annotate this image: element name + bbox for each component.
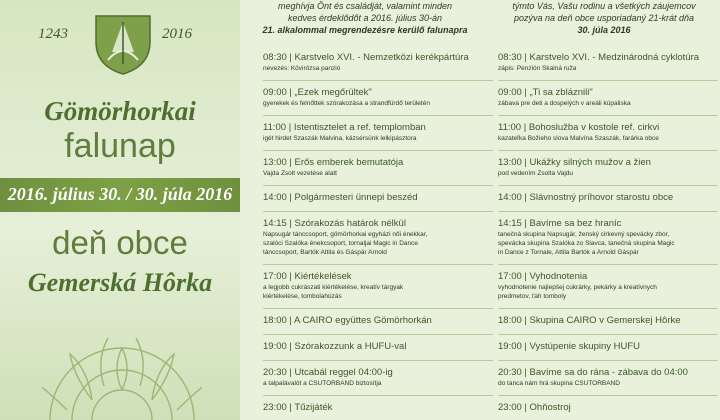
event-name-hu: falunap: [64, 127, 176, 165]
date-banner: [0, 178, 240, 212]
program-item-sk: [498, 87, 718, 108]
program-item-title: 17:00 | Vyhodnotenia: [498, 271, 588, 282]
program-item-description: a talpalávalót a CSUTORBAND biztosítja: [263, 380, 382, 387]
program-item-description: in Dance z Tornale, Attila Bartók a Arnold Gáspár: [498, 249, 639, 256]
program-item-description: igét hirdet Szaszák Malvina, kázsérsünk lelkipásztora: [263, 135, 417, 142]
program-item-description: Napsugár tánccsoport, gömörhorkai egyházi női énekkar,: [263, 231, 428, 238]
program-item-title: 20:30 | Utcabál reggel 04:00-ig: [263, 367, 393, 378]
program-item-hu: [263, 315, 493, 327]
program-item-title: 09:00 | „Ti sa zbláznili": [498, 87, 593, 98]
program-item-title: 13:00 | Ukážky silných mužov a žien: [498, 157, 651, 168]
program-item-title: 14:00 | Polgármesteri ünnepi beszéd: [263, 192, 418, 203]
program-item-title: 13:00 | Erős emberek bemutatója: [263, 157, 404, 168]
program-item-description: tánccsoport, Bartók Attila és Gáspár Arnold: [263, 249, 387, 256]
current-year: 2016: [162, 26, 192, 42]
divider: [263, 185, 493, 186]
program-item-description: gyerekek és felnőttek szórakozása a strandfürdő területén: [263, 100, 430, 107]
program-item-hu: [263, 157, 493, 178]
event-name-sk: deň obce: [52, 224, 188, 261]
intro-text-hu: meghívja Önt és családját, valamint minden kedves érdeklődőt a 2016. július 30-án 21. alkalommal megrendezésre kerülő falunapra: [262, 1, 468, 35]
program-item-description: vyhodnotenie najlepšej cukrárky, pekárky a kreatívnych: [498, 284, 657, 291]
program-item-title: 19:00 | Vystúpenie skupiny HUFU: [498, 341, 641, 352]
program-item-sk: [498, 367, 718, 388]
program-item-description: a legjobb cukrászati kiértékelése, kreatív tárgyak: [263, 284, 404, 291]
divider: [498, 395, 718, 396]
program-item-sk: [498, 271, 718, 301]
program-item-title: 23:00 | Tűzijáték: [263, 402, 333, 413]
divider: [498, 360, 718, 361]
program-list-sk: [498, 52, 718, 420]
program-item-sk: [498, 218, 718, 257]
program-item-title: 23:00 | Ohňostroj: [498, 402, 571, 413]
village-crest-icon: [88, 12, 158, 76]
program-item-sk: [498, 192, 718, 204]
program-item-title: 20:30 | Bavíme sa do rána - zábava do 04:00: [498, 367, 688, 378]
program-item-description: szalóci Szalóka énekcsoport, tornaljai Magic in Dance: [263, 240, 418, 247]
program-item-sk: [498, 402, 718, 414]
program-item-description: zábava pre deti a dospelých v areáli kúpaliska: [498, 100, 631, 107]
intro-text-sk: týmto Vás, Vašu rodinu a všetkých záujemcov pozýva na deň obce usporiadaný 21-krát dňa 30. júla 2016: [512, 1, 696, 35]
divider: [498, 334, 718, 335]
event-date: 2016. július 30. / 30. júla 2016: [7, 184, 233, 204]
divider: [498, 308, 718, 309]
program-item-title: 08:30 | Karstvelo XVI. - Nemzetközi kerékpártúra: [263, 52, 469, 63]
founding-year: 1243: [38, 26, 68, 42]
program-item-sk: [498, 157, 718, 178]
decorative-mandala-icon: [42, 308, 202, 420]
program-item-hu: [263, 52, 493, 73]
program-item-hu: [263, 87, 493, 108]
program-item-title: 11:00 | Istentisztelet a ref. templomban: [263, 122, 426, 133]
program-item-hu: [263, 122, 493, 143]
divider: [498, 211, 718, 212]
left-panel: [0, 0, 240, 420]
divider: [263, 308, 493, 309]
program-item-title: 18:00 | Skupina CAIRO v Gemerskej Hôrke: [498, 315, 681, 326]
program-item-title: 14:15 | Szórakozás határok nélkül: [263, 218, 406, 229]
program-item-title: 14:15 | Bavíme sa bez hraníc: [498, 218, 622, 229]
program-item-description: kiértékelése, tombolahúzás: [263, 293, 342, 300]
program-item-hu: [263, 367, 493, 388]
program-item-title: 08:30 | Karstvelo XVI. - Medzinárodná cyklotúra: [498, 52, 700, 63]
divider: [498, 264, 718, 265]
divider: [263, 211, 493, 212]
program-item-sk: [498, 122, 718, 143]
divider: [263, 395, 493, 396]
program-item-description: tanečná skupina Napsugár, ženský cirkevný spevácky zbor,: [498, 231, 670, 238]
program-item-description: spevácka skupina Szalóka zo Slavca, tanečná skupina Magic: [498, 240, 675, 247]
divider: [498, 115, 718, 116]
divider: [263, 334, 493, 335]
program-item-title: 14:00 | Slávnostný príhovor starostu obce: [498, 192, 674, 203]
program-item-description: kazateľka Božieho slova Malvína Szaszák, farárka obce: [498, 135, 659, 142]
program-item-description: pod vedením Zsolta Vajdu: [498, 170, 574, 177]
village-name-sk: Gemerská Hôrka: [27, 268, 213, 297]
program-item-hu: [263, 218, 493, 257]
program-item-title: 18:00 | A CAIRO együttes Gömörhorkán: [263, 315, 432, 326]
program-item-title: 11:00 | Bohoslužba v kostole ref. cirkvi: [498, 122, 660, 133]
divider: [263, 80, 493, 81]
divider: [498, 150, 718, 151]
program-item-hu: [263, 341, 493, 353]
divider: [498, 185, 718, 186]
divider: [498, 80, 718, 81]
program-item-description: Vajda Zsolt vezetése alatt: [263, 170, 337, 177]
divider: [263, 360, 493, 361]
program-item-title: 19:00 | Szórakozzunk a HUFU-val: [263, 341, 407, 352]
program-item-description: do tanca nám hrá skupina CSUTORBAND: [498, 380, 620, 387]
divider: [263, 264, 493, 265]
village-name-hu: Gömörhorkai: [44, 96, 196, 126]
program-item-hu: [263, 402, 493, 414]
program-item-sk: [498, 52, 718, 73]
program-item-hu: [263, 192, 493, 204]
divider: [263, 150, 493, 151]
program-item-description: zápis: Penzión Skalná ruža: [498, 65, 577, 72]
program-item-sk: [498, 341, 718, 353]
program-item-hu: [263, 271, 493, 301]
program-item-description: nevezés: Kövirózsa panzió: [263, 65, 341, 72]
program-item-sk: [498, 315, 718, 327]
program-item-title: 17:00 | Kiértékelések: [263, 271, 352, 282]
divider: [263, 115, 493, 116]
program-item-description: predmetov, ťah tomboly: [498, 293, 567, 300]
program-list-hu: [263, 52, 493, 420]
program-item-title: 09:00 | „Ezek megőrültek": [263, 87, 372, 98]
